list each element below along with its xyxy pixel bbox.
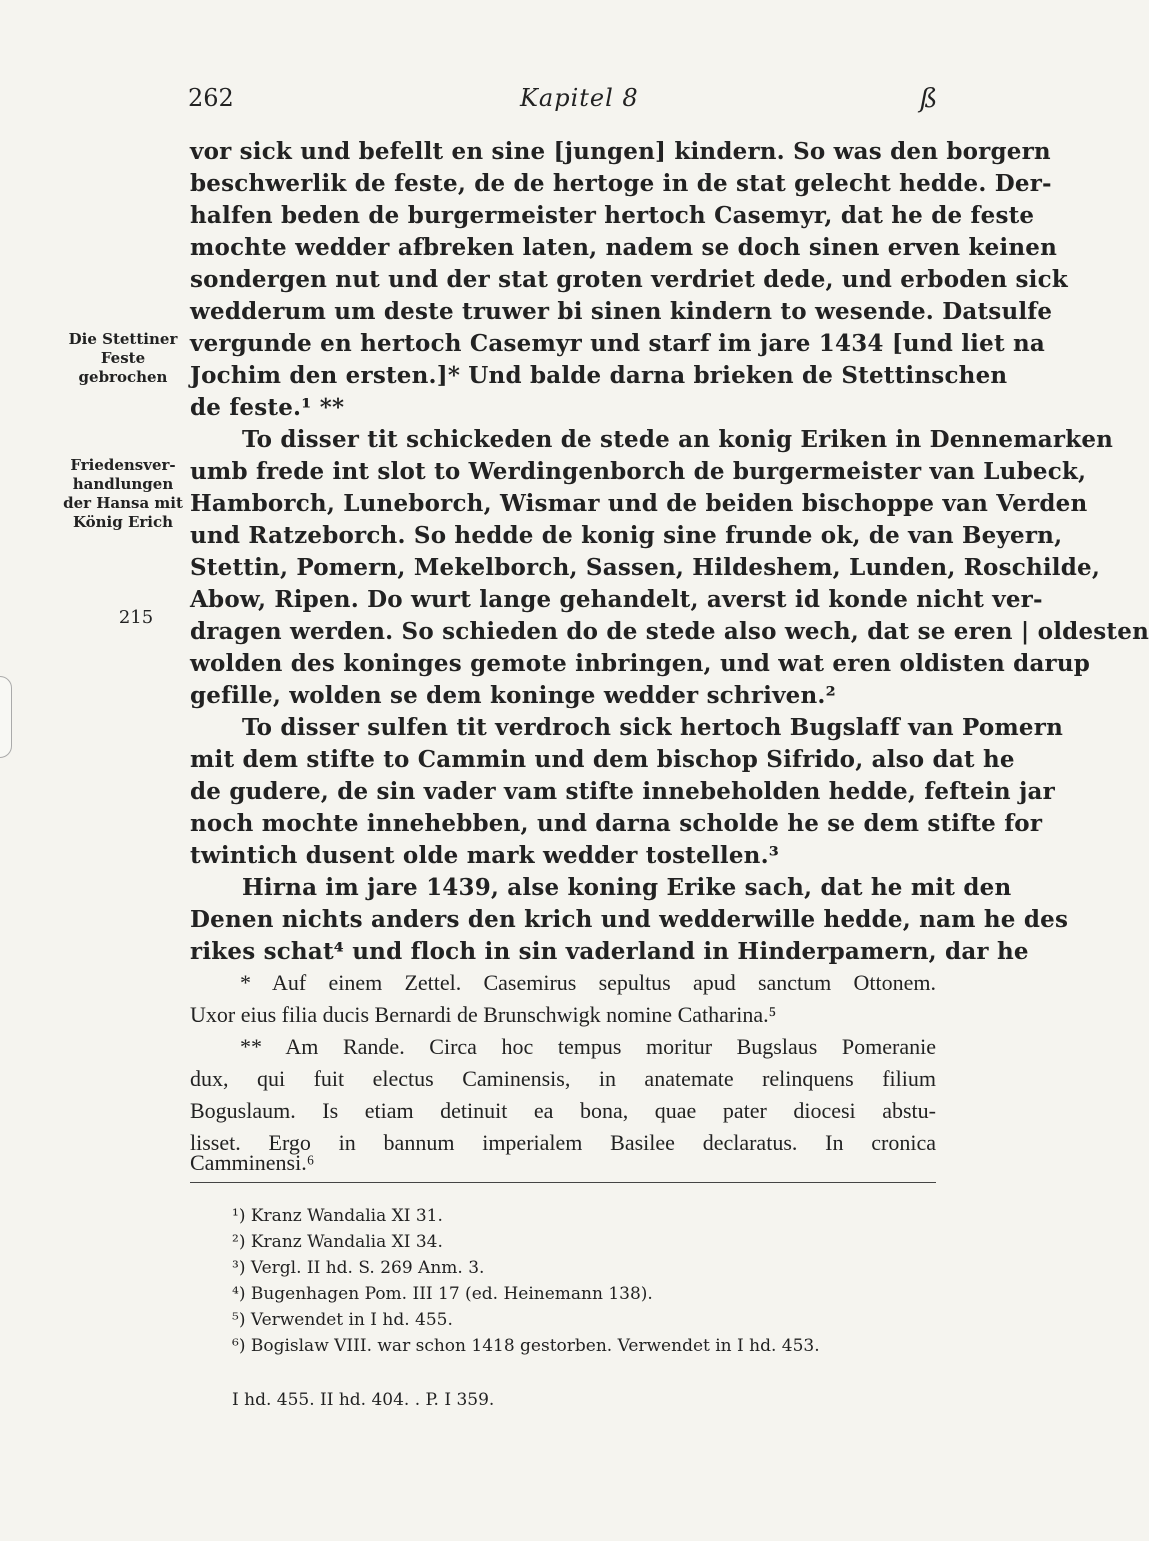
- text-line: Denen nichts anders den krich und wedderwille hedde, nam he des: [190, 906, 1069, 933]
- text-line: umb frede int slot to Werdingenborch de burgermeister van Lubeck,: [190, 458, 1087, 485]
- text-line: rikes schat⁴ und floch in sin vaderland in Hinderpamern, dar he: [190, 938, 1029, 965]
- footnote: ⁶) Bogislaw VIII. war schon 1418 gestorben. Verwendet in I hd. 453.: [232, 1336, 820, 1356]
- footnote: ¹) Kranz Wandalia XI 31.: [232, 1206, 443, 1226]
- text-line: noch mochte innehebben, und darna scholde he se dem stifte for: [190, 810, 1043, 837]
- footnote: ⁵) Verwendet in I hd. 455.: [232, 1310, 453, 1330]
- note-line: dux, qui fuit electus Caminensis, in anatemate relinquens filium: [190, 1066, 936, 1091]
- running-head: Kapitel 8: [520, 84, 639, 112]
- text-line: Hirna im jare 1439, alse koning Erike sach, dat he mit den: [242, 874, 1012, 901]
- margin-page-reference: 215: [118, 607, 154, 628]
- text-line: und Ratzeborch. So hedde de konig sine frunde ok, de van Beyern,: [190, 522, 1063, 549]
- text-line: dragen werden. So schieden do de stede also wech, dat se eren | oldesten: [190, 618, 1149, 645]
- note-line-final: Camminensi.⁶: [190, 1150, 315, 1175]
- text-line: halfen beden de burgermeister hertoch Casemyr, dat he de feste: [190, 202, 1035, 229]
- text-line: vor sick und befellt en sine [jungen] kindern. So was den borgern: [190, 138, 1051, 165]
- text-line: de gudere, de sin vader vam stifte innebeholden hedde, feftein jar: [190, 778, 1055, 805]
- text-line: To disser sulfen tit verdroch sick hertoch Bugslaff van Pomern: [242, 714, 1064, 741]
- text-line: vergunde en hertoch Casemyr und starf im jare 1434 [und liet na: [190, 330, 1046, 357]
- note-line: * Auf einem Zettel. Casemirus sepultus apud sanctum Ottonem.: [240, 970, 936, 995]
- text-line: Hamborch, Luneborch, Wismar und de beiden bischoppe van Verden: [190, 490, 1088, 517]
- text-line: de feste.¹ **: [190, 394, 345, 421]
- text-line: sondergen nut und der stat groten verdriet dede, und erboden sick: [190, 266, 1068, 293]
- note-line: Boguslaum. Is etiam detinuit ea bona, quae pater diocesi abstu-: [190, 1098, 936, 1123]
- text-line: beschwerlik de feste, de de hertoge in de stat gelecht hedde. Der-: [190, 170, 1052, 197]
- text-line: gefille, wolden se dem koninge wedder schriven.²: [190, 682, 836, 709]
- corner-mark: ß: [920, 84, 938, 114]
- text-line: mit dem stifte to Cammin und dem bischop Sifrido, also dat he: [190, 746, 1015, 773]
- text-line: Abow, Ripen. Do wurt lange gehandelt, averst id konde nicht ver-: [190, 586, 1043, 613]
- footnote: ²) Kranz Wandalia XI 34.: [232, 1232, 443, 1252]
- margin-note-stettin: Die Stettiner Feste gebrochen: [68, 330, 178, 386]
- text-line: Jochim den ersten.]* Und balde darna brieken de Stettinschen: [190, 362, 1008, 389]
- text-line: wolden des koninges gemote inbringen, und wat eren oldisten darup: [190, 650, 1091, 677]
- text-line: To disser tit schickeden de stede an konig Eriken in Dennemarken: [242, 426, 1114, 453]
- page-references: I hd. 455. II hd. 404. . P. I 359.: [232, 1390, 495, 1410]
- text-line: wedderum um deste truwer bi sinen kindern to wesende. Datsulfe: [190, 298, 1053, 325]
- text-line: mochte wedder afbreken laten, nadem se doch sinen erven keinen: [190, 234, 1058, 261]
- note-line: lisset. Ergo in bannum imperialem Basilee declaratus. In cronica: [190, 1130, 936, 1155]
- footnote: ³) Vergl. II hd. S. 269 Anm. 3.: [232, 1258, 485, 1278]
- text-line: twintich dusent olde mark wedder tostellen.³: [190, 842, 780, 869]
- binding-hole: [0, 676, 12, 758]
- footnote: ⁴) Bugenhagen Pom. III 17 (ed. Heinemann 138).: [232, 1284, 653, 1304]
- margin-note-friedensverhandlungen: Friedensver- handlungen der Hansa mit König Erich: [63, 456, 183, 531]
- text-line: Stettin, Pomern, Mekelborch, Sassen, Hildeshem, Lunden, Roschilde,: [190, 554, 1101, 581]
- note-line: Uxor eius filia ducis Bernardi de Brunschwigk nomine Catharina.⁵: [190, 1002, 777, 1027]
- footnote-divider: [190, 1182, 936, 1183]
- page-number: 262: [188, 84, 234, 112]
- note-line: ** Am Rande. Circa hoc tempus moritur Bugslaus Pomeranie: [240, 1034, 936, 1059]
